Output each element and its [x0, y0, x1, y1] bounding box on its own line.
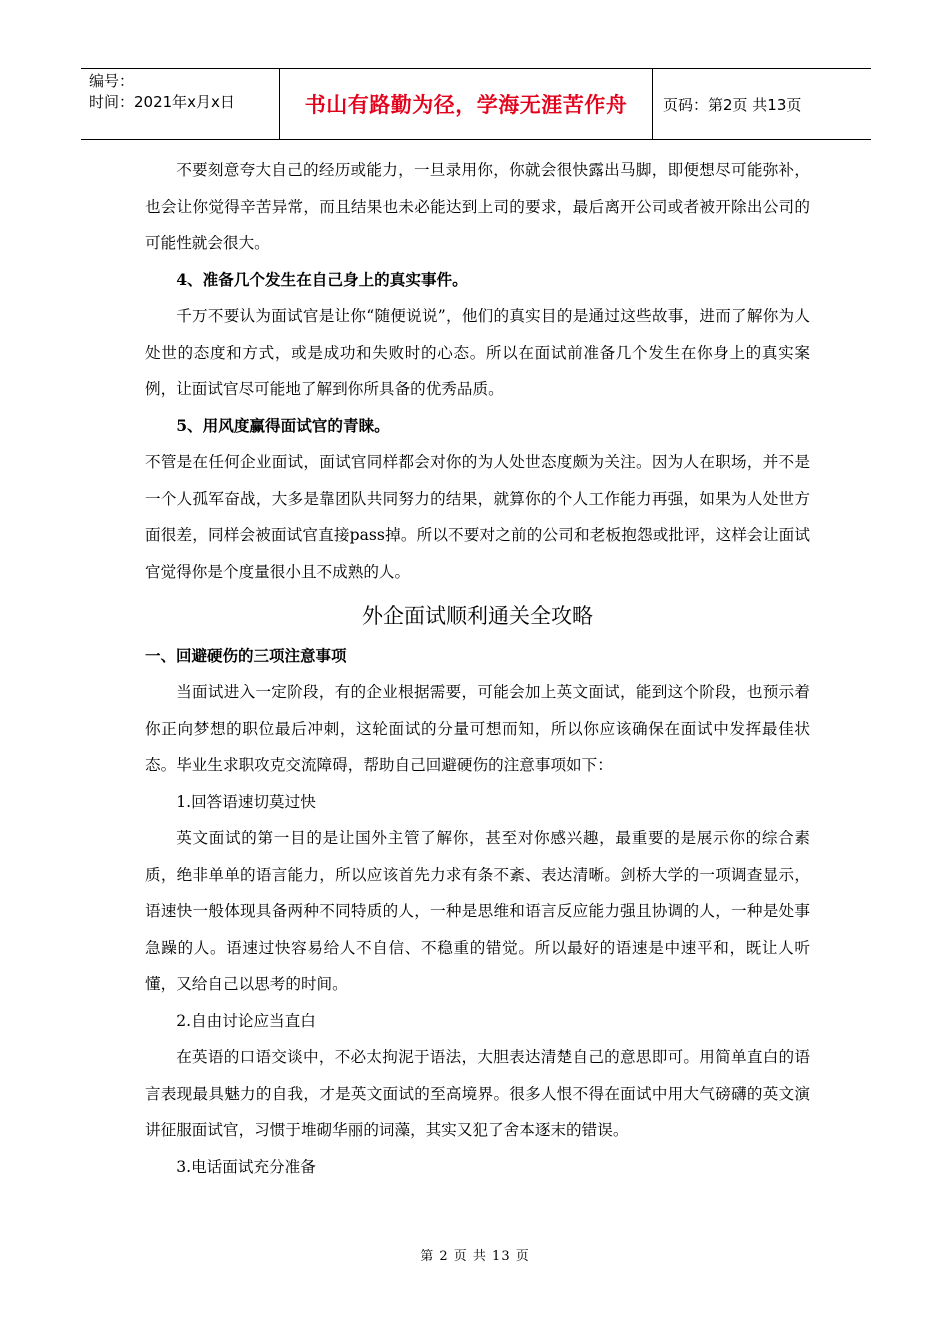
- document-number-label: 编号：: [89, 72, 135, 90]
- list-item-heading: 1.回答语速切莫过快: [176, 792, 316, 811]
- header-table: [81, 68, 871, 140]
- section-heading: 一、回避硬伤的三项注意事项: [145, 647, 347, 665]
- paragraph: 当面试进入一定阶段，有的企业根据需要，可能会加上英文面试，能到这个阶段，也预示着你正向梦想的职位最后冲刺，这轮面试的分量可想而知，所以你应该确保在面试中发挥最佳状态。毕业生求职攻克交流障碍，帮助自己回避硬伤的注意事项如下：: [145, 683, 810, 774]
- page-footer: 第 2 页 共 13 页: [420, 1249, 530, 1264]
- paragraph: 英文面试的第一目的是让国外主管了解你，甚至对你感兴趣，最重要的是展示你的综合素质，绝非单单的语言能力，所以应该首先力求有条不紊、表达清晰。剑桥大学的一项调查显示，语速快一般体现具备两种不同特质的人，一种是思维和语言反应能力强且协调的人，一种是处事急躁的人。语速过快容易给人不自信、不稳重的错觉。所以最好的语速是中速平和，既让人听懂，又给自己以思考的时间。: [145, 829, 810, 993]
- paragraph: 在英语的口语交谈中，不必太拘泥于语法，大胆表达清楚自己的意思即可。用简单直白的语言表现最具魅力的自我，才是英文面试的至高境界。很多人恨不得在面试中用大气磅礴的英文演讲征服面试官，习惯于堆砌华丽的词藻，其实又犯了舍本逐末的错误。: [145, 1048, 810, 1139]
- section-title: 外企面试顺利通关全攻略: [362, 604, 593, 628]
- paragraph: 不要刻意夸大自己的经历或能力，一旦录用你，你就会很快露出马脚，即便想尽可能弥补，也会让你觉得辛苦异常，而且结果也未必能达到上司的要求，最后离开公司或者被开除出公司的可能性就会很大。: [145, 161, 810, 252]
- paragraph: 千万不要认为面试官是让你“随便说说”，他们的真实目的是通过这些故事，进而了解你为人处世的态度和方式，或是成功和失败时的心态。所以在面试前准备几个发生在你身上的真实案例，让面试官尽可能地了解到你所具备的优秀品质。: [145, 307, 810, 398]
- subheading: 5、用风度赢得面试官的青睐。: [176, 415, 390, 435]
- list-item-heading: 3.电话面试充分准备: [176, 1157, 316, 1176]
- header-motto: 书山有路勤为径，学海无涯苦作舟: [280, 69, 653, 139]
- document-time-label: 时间：2021年x月x日: [89, 93, 235, 111]
- header-page-info: 页码：第2页 共13页: [663, 95, 802, 114]
- paragraph: 不管是在任何企业面试，面试官同样都会对你的为人处世态度颇为关注。因为人在职场，并不是一个人孤军奋战，大多是靠团队共同努力的结果，就算你的个人工作能力再强，如果为人处世方面很差，同样会被面试官直接pass掉。所以不要对之前的公司和老板抱怨或批评，这样会让面试官觉得你是个度量很小且不成熟的人。: [145, 453, 810, 581]
- document-body: [145, 152, 810, 1185]
- list-item-heading: 2.自由讨论应当直白: [176, 1011, 316, 1030]
- subheading: 4、准备几个发生在自己身上的真实事件。: [176, 269, 468, 289]
- header-meta-cell: [81, 69, 280, 139]
